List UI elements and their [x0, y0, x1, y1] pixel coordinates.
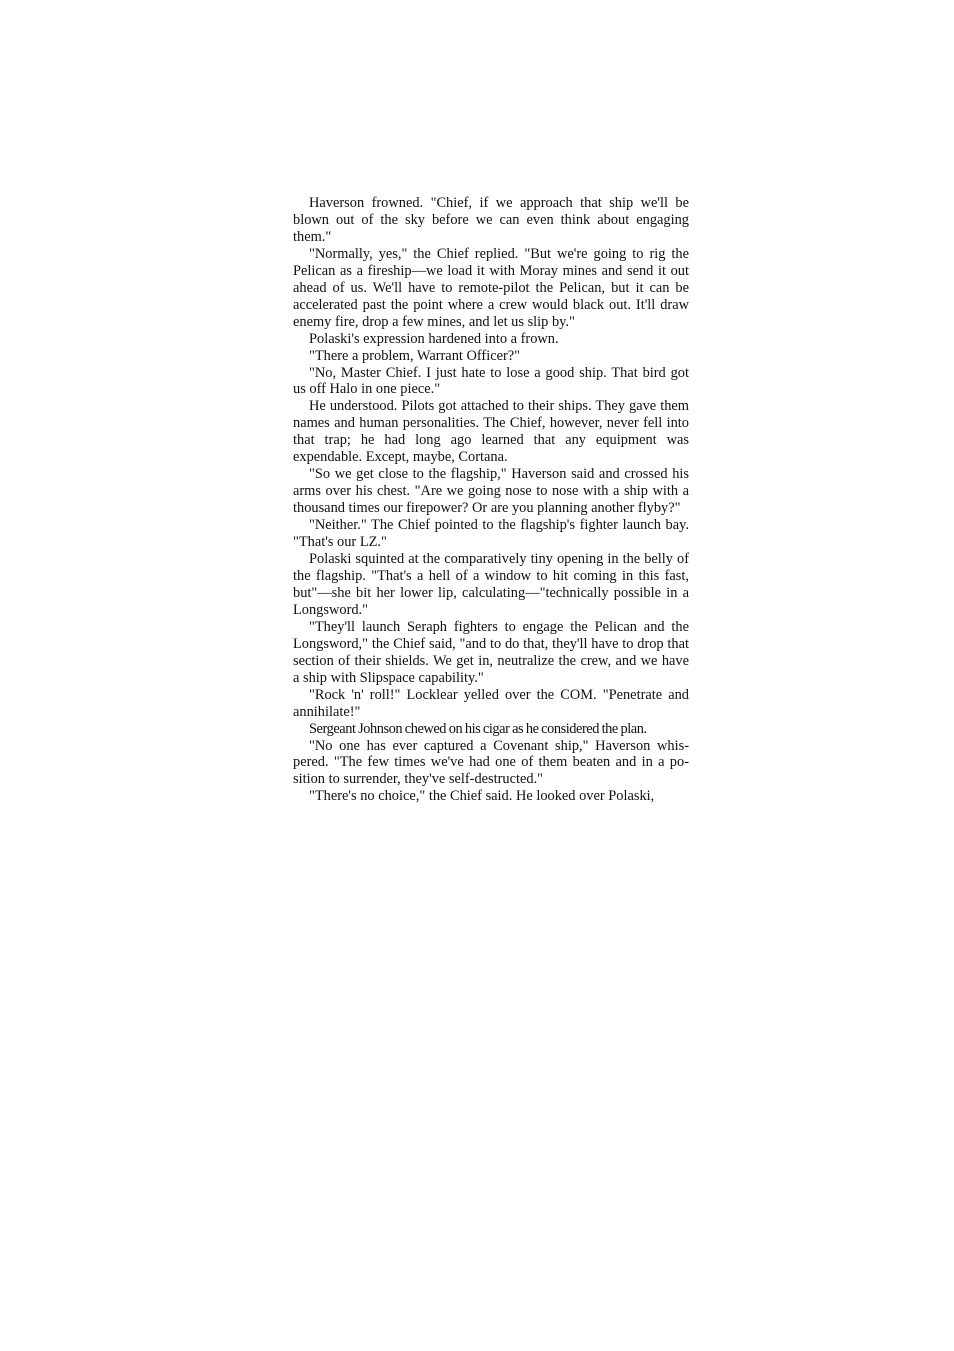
paragraph: "They'll launch Seraph fighters to engage the Pelican and the Longsword," the Chief said, "and to do that, they'll have to drop that section of their shields. We get in, neutralize the crew, and we have a ship with Slipspace capability." — [293, 618, 689, 686]
paragraph: "No, Master Chief. I just hate to lose a good ship. That bird got us off Halo in one piece." — [293, 364, 689, 398]
paragraph: "Normally, yes," the Chief replied. "But we're going to rig the Pelican as a fireship—we load it with Moray mines and send it out ahead of us. We'll have to remote-pilot the Pelican, but it can be accelerated past the point where a crew would black out. It'll draw enemy fire, drop a few mines, and let us slip by." — [293, 245, 689, 330]
paragraph: Haverson frowned. "Chief, if we approach that ship we'll be blown out of the sky before we can even think about engaging them." — [293, 195, 689, 245]
paragraph: Polaski squinted at the comparatively tiny opening in the belly of the flagship. "That's a hell of a window to hit coming in this fast, but"—she bit her lower lip, calculating—"technically possible in a Longsword." — [293, 551, 689, 618]
paragraph: "There a problem, Warrant Officer?" — [309, 347, 521, 364]
paragraph: "Neither." The Chief pointed to the flagship's fighter launch bay. "That's our LZ." — [293, 517, 689, 551]
paragraph: "Rock 'n' roll!" Locklear yelled over the COM. "Penetrate and annihilate!" — [293, 686, 689, 720]
paragraph: "There's no choice," the Chief said. He looked over Polaski, — [309, 788, 655, 805]
paragraph: "So we get close to the flagship," Haverson said and crossed his arms over his chest. "Are we going nose to nose with a ship with a thousand times our firepower? Or are you planning another flyby?" — [293, 466, 689, 517]
body-text — [293, 195, 689, 805]
paragraph: Polaski's expression hardened into a frown. — [309, 330, 559, 347]
paragraph: Sergeant Johnson chewed on his cigar as he considered the plan. — [309, 720, 647, 737]
paragraph: He understood. Pilots got attached to their ships. They gave them names and human personalities. The Chief, however, never fell into that trap; he had long ago learned that any equipment was expendable. Except, maybe, Cortana. — [293, 398, 689, 466]
paragraph: "No one has ever captured a Covenant ship," Haverson whispered. "The few times we've had one of them beaten and in a position to surrender, they've self-destructed." — [293, 737, 689, 788]
